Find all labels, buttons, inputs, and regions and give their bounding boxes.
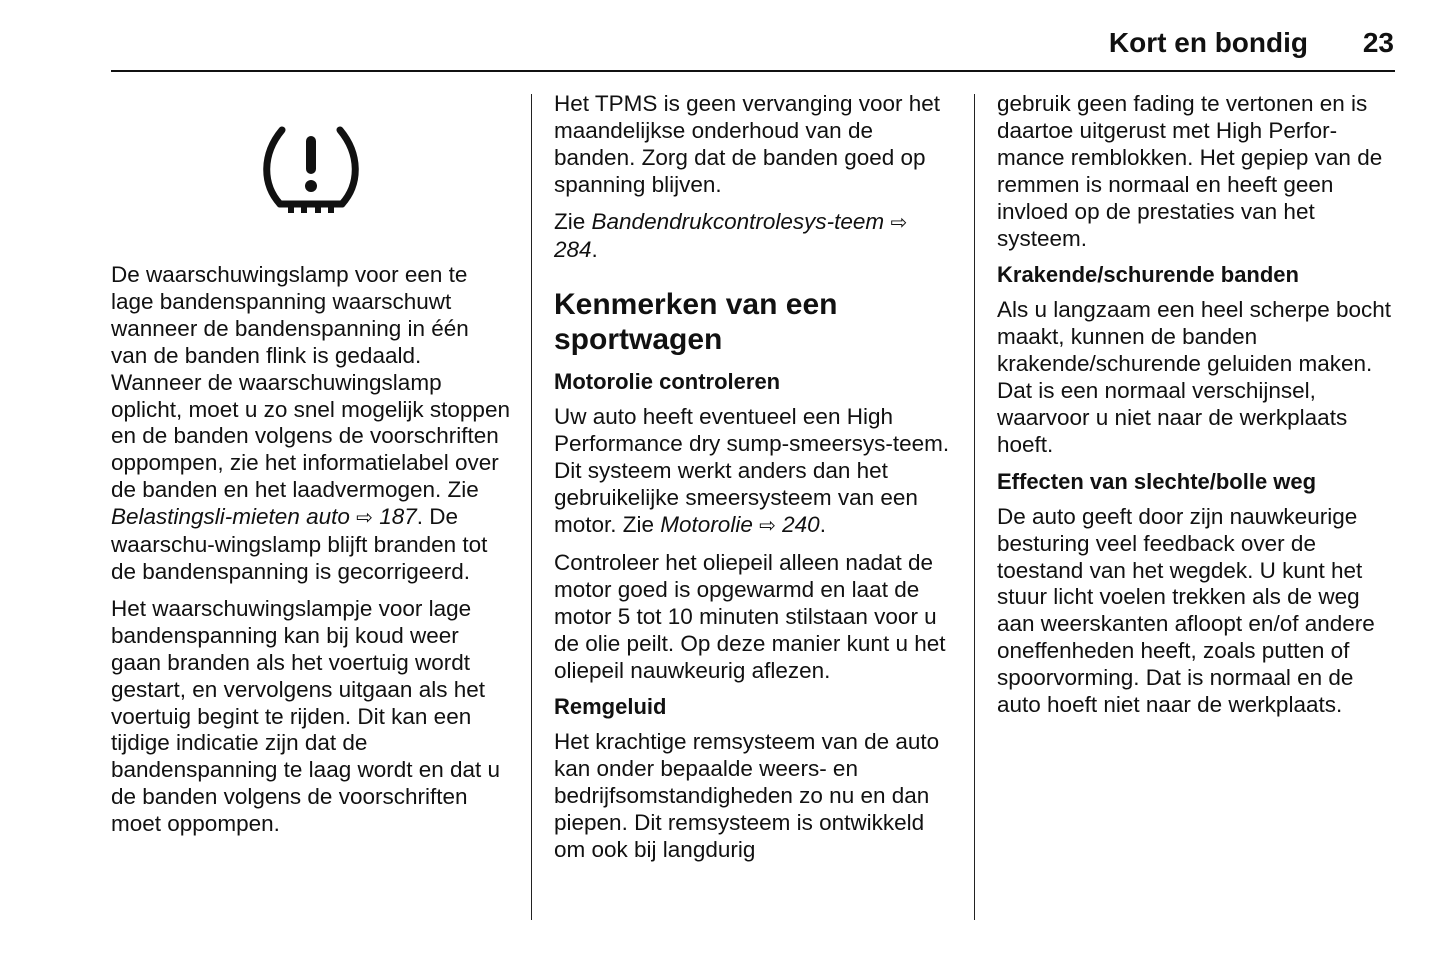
reference-link[interactable]: Motorolie bbox=[660, 511, 753, 537]
tpms-paragraph: Het TPMS is geen vervanging voor het maandelijkse onderhoud van de banden. Zorg dat de banden goed op spanning blijven. bbox=[554, 91, 941, 197]
reference-link[interactable]: Belastingsli-mieten auto bbox=[111, 504, 350, 530]
text: . bbox=[591, 236, 598, 262]
warning-lamp-paragraph bbox=[111, 262, 511, 586]
text: De waarschuwingslamp voor een te lage bandenspanning waarschuwt wanneer de bandenspanning in één van de banden flink is gedaald. Wanneer de waarschuwingslamp oplicht, moet u zo snel mogelijk stoppen en de banden volgens de voorschriften oppompen, zie het informatielabel over de banden en het laadvermogen. Zie bbox=[111, 262, 510, 503]
subheading-oil: Motorolie controleren bbox=[554, 369, 781, 395]
reference-page[interactable]: 284 bbox=[554, 236, 592, 262]
text: Uw auto heeft eventueel een High Performance dry sump-smeersys-teem. Dit systeem werkt anders dan het gebruikelijke smeersysteem van een motor. Zie bbox=[554, 404, 950, 537]
road-paragraph: De auto geeft door zijn nauwkeurige besturing veel feedback over de toestand van het wegdek. U kunt het stuur licht voelen trekken als de weg aan weerskanten afloopt en/of andere oneffenheden heeft, zoals putten of spoorvorming. Dat is normaal en de auto hoeft niet naar de werkplaats. bbox=[997, 503, 1375, 718]
column-2 bbox=[554, 91, 954, 874]
page-number: 23 bbox=[1362, 27, 1394, 58]
arrow-right-icon: ⇨ bbox=[759, 514, 776, 537]
brake-paragraph: Het krachtige remsysteem van de auto kan onder bepaalde weers- en bedrijfsomstandigheden zo nu en dan piepen. Dit remsysteem is ontwikkeld om ook bij langdurig bbox=[554, 729, 940, 862]
reference-link[interactable]: Bandendrukcontrolesys-teem bbox=[591, 208, 885, 234]
tires-paragraph: Als u langzaam een heel scherpe bocht maakt, kunnen de banden krakende/schurende geluiden maken. Dat is een normaal verschijnsel, waarvoor u niet naar de werkplaats hoeft. bbox=[997, 297, 1392, 457]
header-rule bbox=[111, 70, 1395, 72]
tire-pressure-warning-icon bbox=[260, 124, 362, 216]
see-label: Zie bbox=[554, 208, 592, 234]
cold-weather-paragraph: Het waarschuwingslampje voor lage bandenspanning kan bij koud weer gaan branden als het voertuig wordt gestart, en vervolgens uitgaan als het voertuig begint te rijden. Dit kan een tijdige indicatie zijn dat de bandenspanning te laag wordt en dat u de banden volgens de voorschriften moet oppompen. bbox=[111, 595, 501, 837]
column-divider-1 bbox=[531, 94, 532, 920]
arrow-right-icon: ⇨ bbox=[890, 211, 908, 234]
chapter-title: Kort en bondig bbox=[1108, 27, 1308, 58]
oil-paragraph-1 bbox=[554, 404, 954, 540]
subheading-brake: Remgeluid bbox=[554, 694, 667, 720]
column-1 bbox=[111, 262, 511, 848]
column-3 bbox=[997, 91, 1397, 729]
reference-page[interactable]: 187 bbox=[379, 504, 417, 530]
reference-page[interactable]: 240 bbox=[782, 511, 820, 537]
brake-continued-paragraph: gebruik geen fading te vertonen en is daartoe uitgerust met High Perfor-mance remblokken. Het gepiep van de remmen is normaal en heeft geen invloed op de prestaties van het systeem. bbox=[997, 91, 1383, 251]
tpms-reference bbox=[554, 209, 954, 264]
text: . De waarschu-wingslamp blijft branden tot de bandenspanning is gecorrigeerd. bbox=[111, 504, 488, 584]
column-divider-2 bbox=[974, 94, 975, 920]
section-title: Kenmerken van een sportwagen bbox=[554, 288, 838, 357]
oil-paragraph-2: Controleer het oliepeil alleen nadat de motor goed is opgewarmd en laat de motor 5 tot 10 minuten stilstaan voor u de olie peilt. Op deze manier kunt u het oliepeil nauwkeurig aflezen. bbox=[554, 549, 946, 683]
text: . bbox=[819, 511, 826, 537]
subheading-road: Effecten van slechte/bolle weg bbox=[997, 468, 1317, 494]
arrow-right-icon: ⇨ bbox=[356, 507, 373, 530]
subheading-tires: Krakende/schurende banden bbox=[997, 262, 1299, 288]
